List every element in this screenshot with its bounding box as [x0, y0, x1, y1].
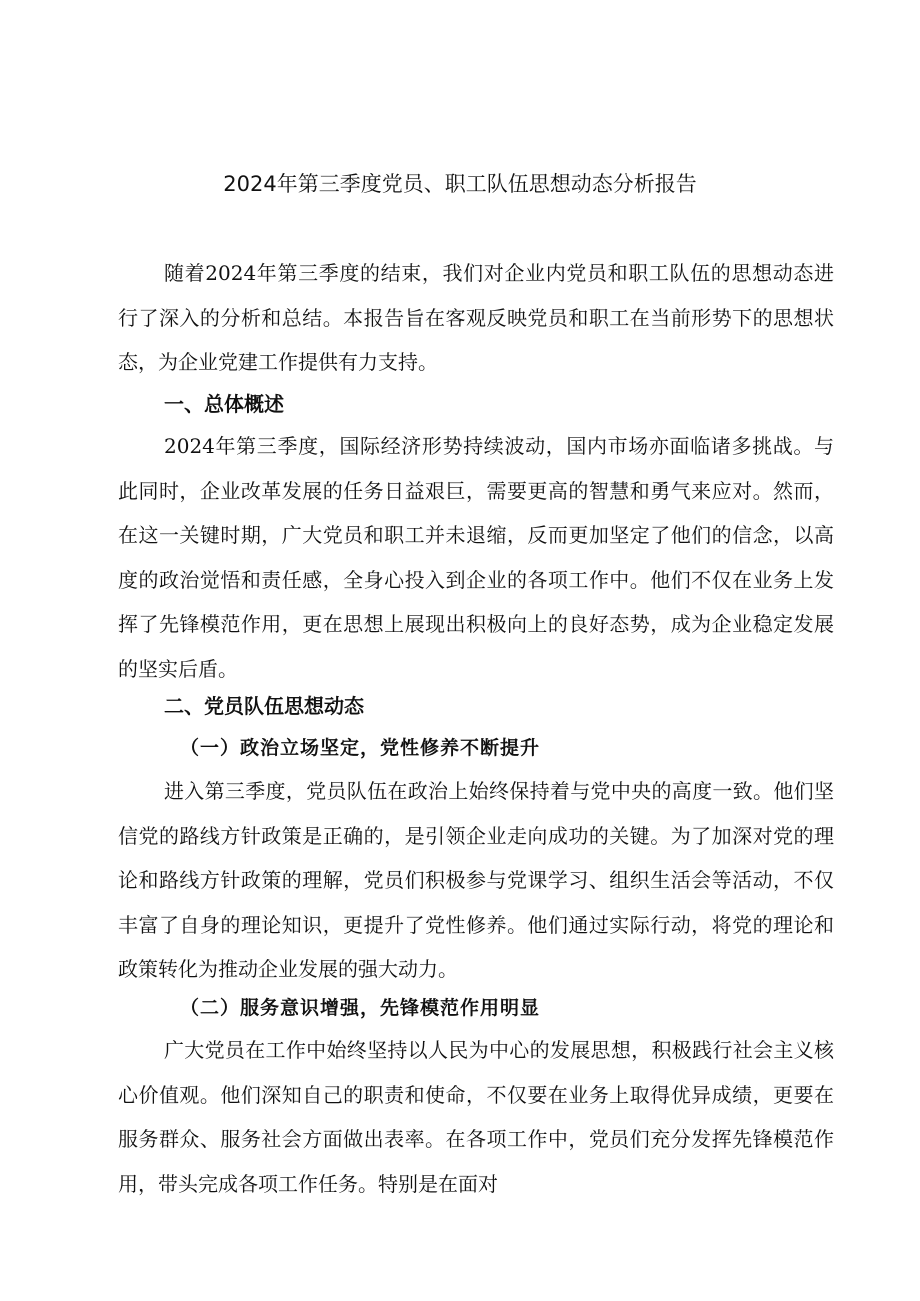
subsection-heading-service-awareness: （二）服务意识增强，先锋模范作用明显 [180, 997, 541, 1019]
political-stance-paragraph: 进入第三季度，党员队伍在政治上始终保持着与党中央的高度一致。他们坚信党的路线方针政策是正确的，是引领企业走向成功的关键。为了加深对党的理论和路线方针政策的理解，党员们积极参与党课学习、组织生活会等活动，不仅丰富了自身的理论知识，更提升了党性修养。他们通过实际行动，将党的理论和政策转化为推动企业发展的强大动力。 [118, 779, 834, 981]
section-heading-party-members: 二、党员队伍思想动态 [164, 694, 364, 718]
section-heading-overview: 一、总体概述 [164, 392, 284, 416]
intro-paragraph: 随着2024年第三季度的结束，我们对企业内党员和职工队伍的思想动态进行了深入的分析和总结。本报告旨在客观反映党员和职工在当前形势下的思想状态，为企业党建工作提供有力支持。 [118, 261, 834, 374]
page-title: 2024年第三季度党员、职工队伍思想动态分析报告 [223, 172, 697, 196]
subsection-heading-political-stance: （一）政治立场坚定，党性修养不断提升 [180, 737, 541, 759]
overview-paragraph: 2024年第三季度，国际经济形势持续波动，国内市场亦面临诸多挑战。与此同时，企业改革发展的任务日益艰巨，需要更高的智慧和勇气来应对。然而，在这一关键时期，广大党员和职工并未退缩，反而更加坚定了他们的信念，以高度的政治觉悟和责任感，全身心投入到企业的各项工作中。他们不仅在业务上发挥了先锋模范作用，更在思想上展现出积极向上的良好态势，成为企业稳定发展的坚实后盾。 [118, 434, 834, 681]
service-awareness-paragraph: 广大党员在工作中始终坚持以人民为中心的发展思想，积极践行社会主义核心价值观。他们深知自己的职责和使命，不仅要在业务上取得优异成绩，更要在服务群众、服务社会方面做出表率。在各项工作中，党员们充分发挥先锋模范作用，带头完成各项工作任务。特别是在面对 [118, 1038, 834, 1196]
